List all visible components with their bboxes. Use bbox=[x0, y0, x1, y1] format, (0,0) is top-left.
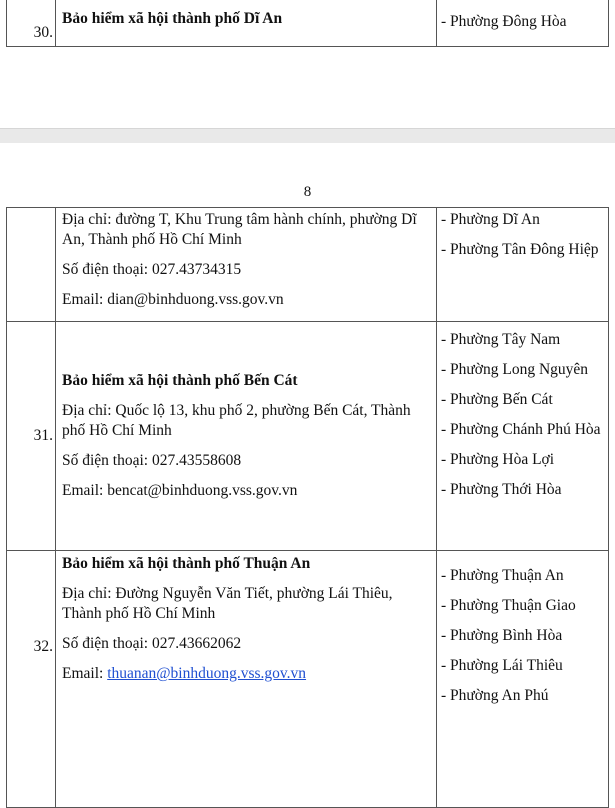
email-label: Email: bbox=[62, 665, 108, 682]
page-number: 8 bbox=[303, 184, 312, 200]
office-name: Bảo hiểm xã hội thành phố Thuận An bbox=[62, 555, 311, 572]
phone-text: Số điện thoại: 027.43558608 bbox=[62, 452, 242, 469]
ward-item: - Phường Tân Đông Hiệp bbox=[441, 241, 599, 258]
page-8 bbox=[0, 143, 615, 716]
row-number: 31. bbox=[7, 322, 56, 551]
ward-item: - Phường Đông Hòa bbox=[441, 13, 567, 30]
page-7-bottom bbox=[0, 0, 615, 128]
phone-text: Số điện thoại: 027.43734315 bbox=[62, 261, 242, 278]
table-row-30-continued bbox=[7, 208, 609, 322]
page-break bbox=[0, 128, 615, 144]
ward-item: - Phường Thuận An bbox=[441, 567, 564, 584]
phone-text: Số điện thoại: 027.43662062 bbox=[62, 635, 242, 652]
ward-item: - Phường Tây Nam bbox=[441, 331, 561, 348]
ward-item: - Phường Hòa Lợi bbox=[441, 451, 555, 468]
table-page-7 bbox=[6, 0, 609, 47]
address-text: Địa chỉ: Quốc lộ 13, khu phố 2, phường Bến Cát, Thành phố Hồ Chí Minh bbox=[62, 402, 411, 439]
ward-item: - Phường An Phú bbox=[441, 687, 549, 704]
table-row-30 bbox=[7, 0, 609, 47]
email-text: Email: bencat@binhduong.vss.gov.vn bbox=[62, 482, 298, 499]
row-number: 32. bbox=[7, 551, 56, 808]
office-name: Bảo hiểm xã hội thành phố Bến Cát bbox=[62, 372, 298, 389]
ward-item: - Phường Thới Hòa bbox=[441, 481, 562, 498]
address-text: Địa chỉ: đường T, Khu Trung tâm hành chính, phường Dĩ An, Thành phố Hồ Chí Minh bbox=[62, 211, 417, 248]
ward-item: - Phường Bình Hòa bbox=[441, 627, 563, 644]
ward-item: - Phường Bến Cát bbox=[441, 391, 553, 408]
ward-item: - Phường Lái Thiêu bbox=[441, 657, 563, 674]
ward-item: - Phường Thuận Giao bbox=[441, 597, 576, 614]
ward-item: - Phường Dĩ An bbox=[441, 211, 540, 228]
address-text: Địa chỉ: Đường Nguyễn Văn Tiết, phường Lái Thiêu, Thành phố Hồ Chí Minh bbox=[62, 585, 393, 622]
email-text: Email: dian@binhduong.vss.gov.vn bbox=[62, 291, 284, 308]
email-link[interactable]: thuanan@binhduong.vss.gov.vn bbox=[107, 665, 307, 682]
row-number: 30. bbox=[7, 0, 56, 47]
ward-item: - Phường Long Nguyên bbox=[441, 361, 589, 378]
office-name: Bảo hiểm xã hội thành phố Dĩ An bbox=[62, 10, 283, 27]
table-row-32 bbox=[7, 551, 609, 808]
table-page-8 bbox=[6, 207, 609, 808]
ward-item: - Phường Chánh Phú Hòa bbox=[441, 421, 601, 438]
table-row-31 bbox=[7, 322, 609, 551]
